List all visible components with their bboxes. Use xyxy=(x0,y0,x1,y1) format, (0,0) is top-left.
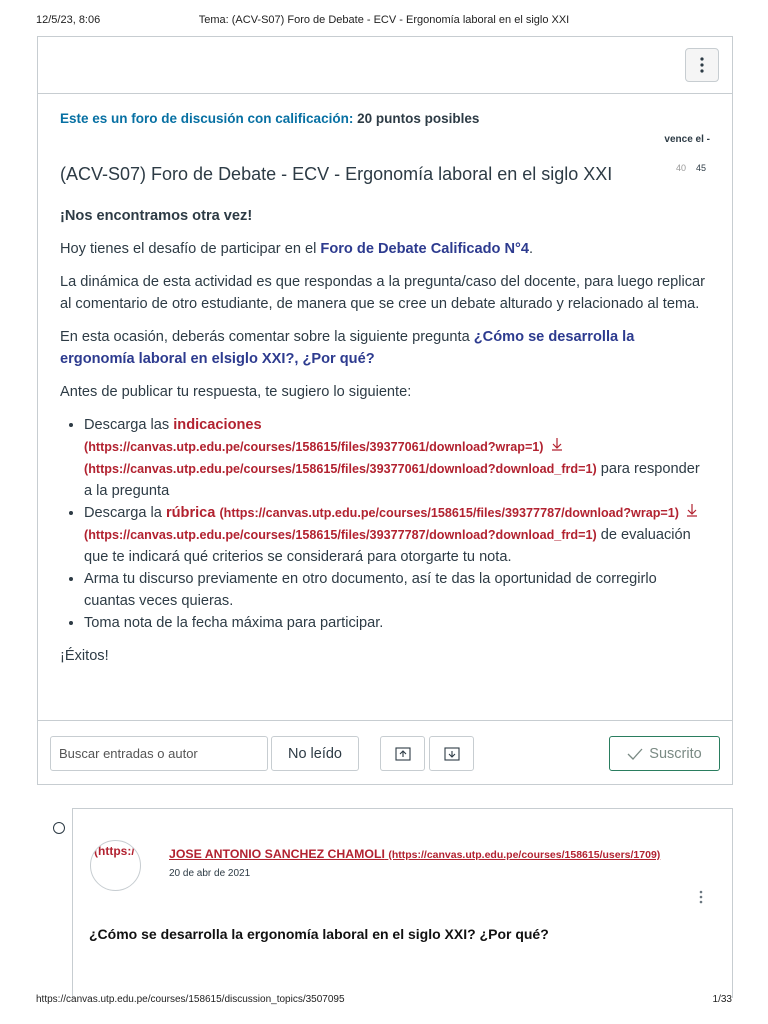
b1-prefix: Descarga las xyxy=(84,417,174,433)
avatar-text: (https:/ xyxy=(94,844,135,858)
rubrica-download-url[interactable]: (https://canvas.utp.edu.pe/courses/158615/files/39377787/download?download_frd=1) xyxy=(84,528,597,543)
author-link[interactable] xyxy=(169,847,660,861)
rubrica-url[interactable]: (https://canvas.utp.edu.pe/courses/158615/files/39377787/download?wrap=1) xyxy=(219,506,679,521)
subscribed-label: Suscrito xyxy=(649,745,702,762)
author-name: JOSE ANTONIO SANCHEZ CHAMOLI xyxy=(169,847,385,861)
entry-options-button[interactable] xyxy=(698,889,704,905)
entry-question: ¿Cómo se desarrolla la ergonomía laboral en el siglo XXI? ¿Por qué? xyxy=(89,926,549,942)
discussion-toolbar xyxy=(38,720,732,785)
search-input[interactable]: Buscar entradas o autor xyxy=(50,736,268,771)
kebab-vertical-icon xyxy=(700,57,704,73)
topic-body xyxy=(60,205,710,678)
instructions-list xyxy=(84,414,710,634)
topic-options-button[interactable] xyxy=(685,48,719,82)
due-date: vence el - xyxy=(664,134,710,145)
expand-icon xyxy=(395,747,411,761)
print-header xyxy=(36,14,732,30)
download-arrow-icon[interactable] xyxy=(685,502,699,524)
subscribed-button[interactable] xyxy=(609,736,720,771)
greeting: ¡Nos encontramos otra vez! xyxy=(60,208,253,224)
list-item-deadline: • Toma nota de la fecha máxima para participar. xyxy=(84,612,710,634)
discussion-entry xyxy=(72,808,733,998)
print-page-number: 1/33 xyxy=(712,994,732,1005)
intro-paragraph xyxy=(60,238,710,260)
intro-suffix: . xyxy=(529,241,534,257)
question-prefix: En esta ocasión, deberás comentar sobre la siguiente pregunta xyxy=(60,329,474,345)
collapse-icon xyxy=(444,747,460,761)
post-date: 20 de abr de 2021 xyxy=(169,868,251,879)
b1-suffix: para responder a la pregunta xyxy=(84,461,700,500)
print-datetime: 12/5/23, 8:06 xyxy=(36,14,101,26)
forum-name: Foro de Debate Calificado N°4 xyxy=(320,241,529,257)
closing: ¡Éxitos! xyxy=(60,648,109,665)
author-url: (https://canvas.utp.edu.pe/courses/158615/users/1709) xyxy=(388,849,661,861)
list-item-indicaciones xyxy=(84,414,710,502)
question-paragraph xyxy=(60,326,710,370)
checkmark-icon xyxy=(627,748,643,760)
count-a: 40 xyxy=(675,163,686,173)
collapse-all-button[interactable] xyxy=(429,736,474,771)
dynamic-paragraph: La dinámica de esta actividad es que respondas a la pregunta/caso del docente, para luego replicar al comentario de otro estudiante, de manera que se cree un debate alturado y relacionado al tema. xyxy=(60,274,705,312)
graded-notice xyxy=(60,111,479,126)
topic-title: (ACV-S07) Foro de Debate - ECV - Ergonomía laboral en el siglo XXI xyxy=(60,164,613,184)
download-arrow-icon[interactable] xyxy=(550,436,564,458)
discussion-panel xyxy=(37,36,733,785)
unread-filter-button[interactable]: No leído xyxy=(271,736,359,771)
graded-label: Este es un foro de discusión con calificación: xyxy=(60,111,354,126)
indicaciones-link[interactable]: indicaciones xyxy=(173,417,262,433)
print-url: https://canvas.utp.edu.pe/courses/158615/discussion_topics/3507095 xyxy=(36,994,345,1005)
list-item-draft: • Arma tu discurso previamente en otro documento, así te das la oportunidad de corregirlo cuantas veces quieras. xyxy=(84,568,710,612)
kebab-vertical-icon xyxy=(698,889,704,905)
b2-suffix: de evaluación que te indicará qué criterios se considerará para otorgarte tu nota. xyxy=(84,527,691,566)
b2-prefix: Descarga la xyxy=(84,505,166,522)
discussion-question: ¿Cómo se desarrolla la ergonomía laboral en elsiglo XXI?, ¿Por qué? xyxy=(60,329,635,367)
list-item-rubrica xyxy=(84,502,710,568)
indicaciones-download-url[interactable]: (https://canvas.utp.edu.pe/courses/158615/files/39377061/download?download_frd=1) xyxy=(84,462,597,477)
rubrica-link[interactable]: rúbrica xyxy=(165,505,216,522)
avatar[interactable] xyxy=(90,840,141,891)
count-b: 45 xyxy=(695,163,706,173)
expand-all-button[interactable] xyxy=(380,736,425,771)
suggest-paragraph: Antes de publicar tu respuesta, te sugiero lo siguiente: xyxy=(60,384,412,400)
reply-counts xyxy=(676,163,706,173)
intro-prefix: Hoy tienes el desafío de participar en el xyxy=(60,241,321,257)
entry-unread-indicator xyxy=(53,822,65,834)
topic-topbar xyxy=(38,37,732,94)
indicaciones-url[interactable]: (https://canvas.utp.edu.pe/courses/158615/files/39377061/download?wrap=1) xyxy=(84,440,544,454)
print-title: Tema: (ACV-S07) Foro de Debate - ECV - Ergonomía laboral en el siglo XXI xyxy=(198,14,570,26)
points-possible: 20 puntos posibles xyxy=(357,111,480,126)
